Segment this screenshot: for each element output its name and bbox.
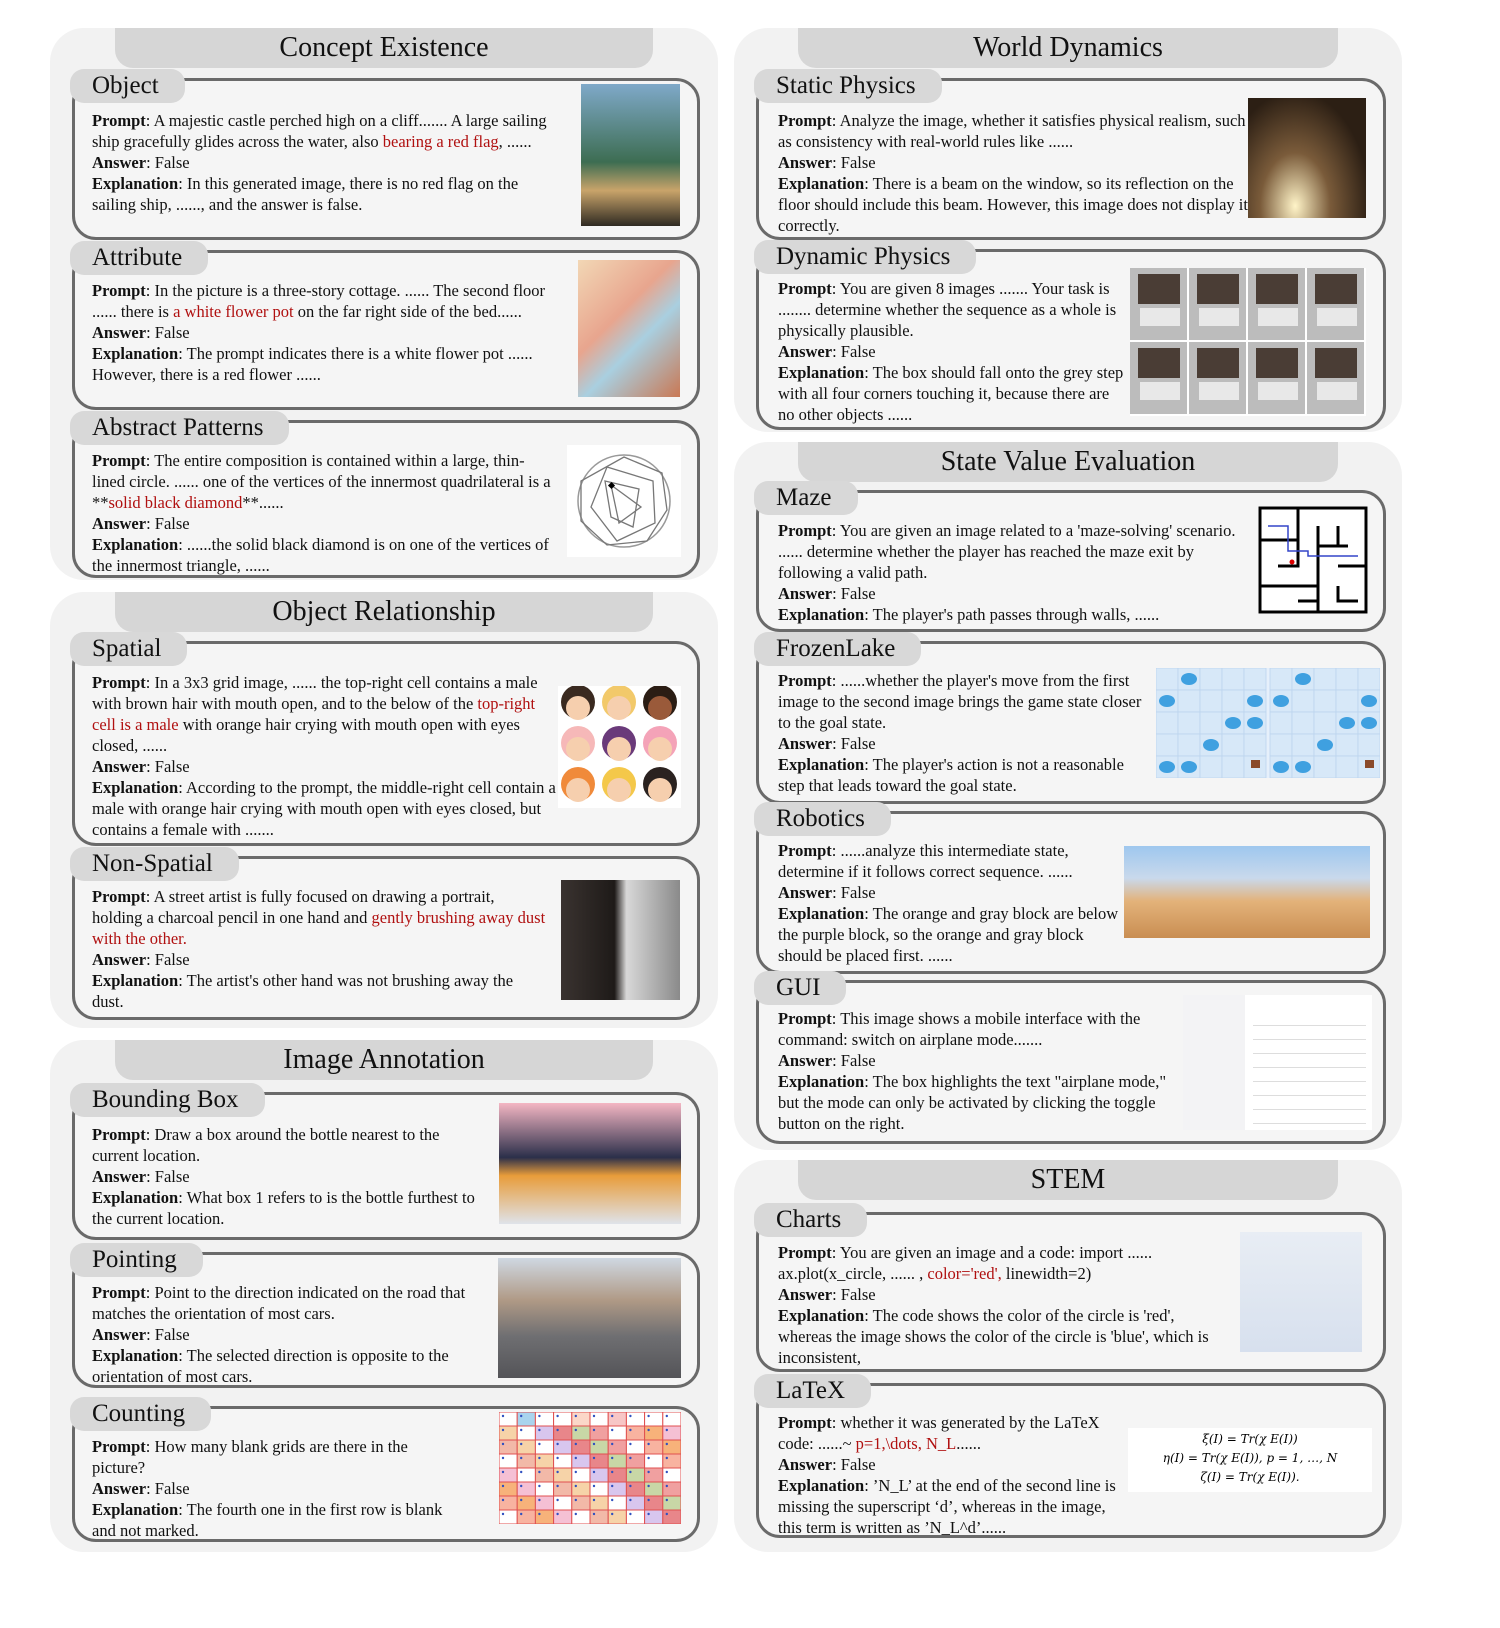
colon: :: [145, 1283, 155, 1302]
answer-label: Answer: [778, 584, 833, 603]
prompt-line: [92, 280, 562, 322]
prompt-line: [778, 840, 1123, 882]
colon: :: [178, 1346, 187, 1365]
street-photo-image: [498, 1258, 681, 1378]
maze-image: [1258, 506, 1368, 614]
prompt-label: Prompt: [778, 1243, 832, 1262]
colon: :: [178, 535, 187, 554]
answer-value: False: [840, 584, 876, 603]
prompt-line: [92, 886, 547, 949]
answer-label: Answer: [92, 1325, 147, 1344]
prompt-label: Prompt: [778, 279, 832, 298]
prompt-line: [778, 1412, 1133, 1454]
prompt-label: Prompt: [778, 1009, 832, 1028]
answer-line: [92, 756, 557, 777]
colon: :: [145, 281, 155, 300]
prompt-text: Analyze the image, whether it satisfies physical realism, such as consistency with real-world rules like ......: [778, 111, 1246, 151]
explanation-label: Explanation: [92, 174, 179, 193]
colon: :: [832, 153, 841, 172]
prompt-text: ......: [956, 1434, 981, 1453]
colon: :: [832, 1051, 841, 1070]
answer-line: [92, 949, 547, 970]
highlighted-text: solid black diamond: [108, 493, 243, 512]
prompt-text: This image shows a mobile interface with the command: switch on airplane mode.......: [778, 1009, 1141, 1049]
card-text: [92, 886, 547, 1012]
card-text: [92, 672, 557, 840]
colon: :: [832, 883, 841, 902]
answer-value: False: [840, 883, 876, 902]
card-text: [778, 1242, 1218, 1368]
answer-value: False: [154, 514, 190, 533]
card-text: [778, 110, 1248, 236]
prompt-label: Prompt: [92, 111, 146, 130]
answer-label: Answer: [778, 153, 833, 172]
answer-value: False: [154, 1167, 190, 1186]
explanation-text: What box 1 refers to is the bottle furthest to the current location.: [92, 1188, 475, 1228]
section-title: STEM: [798, 1160, 1338, 1200]
explanation-label: Explanation: [778, 1476, 865, 1495]
card-label: Counting: [70, 1397, 211, 1431]
settings-row: [1253, 1085, 1366, 1096]
explanation-line: [778, 1071, 1178, 1134]
explanation-text: There is a beam on the window, so its reflection on the floor should include this beam. However, this image does not display it correctly.: [778, 174, 1248, 235]
prompt-text: How many blank grids are there in the picture?: [92, 1437, 408, 1477]
answer-label: Answer: [778, 1455, 833, 1474]
explanation-label: Explanation: [92, 971, 179, 990]
prompt-text: **......: [242, 493, 284, 512]
prompt-label: Prompt: [778, 521, 832, 540]
settings-row: [1253, 1015, 1366, 1026]
explanation-line: [92, 777, 557, 840]
colon: :: [831, 521, 840, 540]
answer-value: False: [840, 342, 876, 361]
answer-label: Answer: [778, 883, 833, 902]
explanation-text: In this generated image, there is no red flag on the sailing ship, ......, and the answer is false.: [92, 174, 519, 214]
card-text: [778, 520, 1248, 625]
answer-label: Answer: [92, 757, 147, 776]
section-title: State Value Evaluation: [798, 442, 1338, 482]
cottage-cutaway-image: [578, 260, 680, 397]
colon: :: [832, 584, 841, 603]
latex-line: ζ(I) = Tr(χ E(I)).: [1200, 1470, 1300, 1484]
explanation-text: The artist's other hand was not brushing away the dust.: [92, 971, 514, 1011]
card-label: Attribute: [70, 241, 208, 275]
colon: :: [864, 904, 873, 923]
colon: :: [178, 971, 187, 990]
answer-line: [778, 1284, 1218, 1305]
explanation-text: ’N_L’ at the end of the second line is missing the superscript ‘d’, whereas in the image, this term is written as ’N_L^d’......: [778, 1476, 1116, 1537]
explanation-label: Explanation: [778, 363, 865, 382]
prompt-text: You are given an image and a code: import ...... ax.plot(x_circle, ...... ,: [778, 1243, 1153, 1283]
settings-row: [1253, 1029, 1366, 1040]
explanation-line: [778, 1475, 1133, 1538]
answer-line: [778, 1454, 1133, 1475]
colon: :: [831, 1413, 841, 1432]
colon: :: [864, 755, 873, 774]
3d-chart-image: [1240, 1232, 1362, 1352]
answer-value: False: [840, 734, 876, 753]
prompt-line: [92, 110, 562, 152]
answer-value: False: [840, 153, 876, 172]
answer-line: [778, 1050, 1178, 1071]
explanation-text: The fourth one in the first row is blank and not marked.: [92, 1500, 443, 1540]
table-bottles-image: [499, 1103, 681, 1224]
explanation-label: Explanation: [778, 1306, 865, 1325]
explanation-label: Explanation: [92, 778, 179, 797]
colon: :: [145, 1437, 155, 1456]
answer-label: Answer: [778, 1285, 833, 1304]
explanation-label: Explanation: [92, 344, 179, 363]
colon: :: [864, 363, 873, 382]
card-label: Pointing: [70, 1243, 203, 1277]
settings-row: [1253, 1113, 1366, 1124]
latex-line: ξ(I) = Tr(χ E(I)): [1202, 1432, 1298, 1446]
prompt-text: ......analyze this intermediate state, determine if it follows correct sequence. ......: [778, 841, 1073, 881]
card-label: GUI: [754, 971, 846, 1005]
colon: :: [831, 1009, 841, 1028]
explanation-line: [92, 1345, 477, 1387]
settings-row: [1253, 1099, 1366, 1110]
colon: :: [831, 1243, 840, 1262]
answer-line: [778, 583, 1248, 604]
answer-line: [92, 1166, 477, 1187]
colon: :: [831, 841, 841, 860]
colon: :: [146, 323, 155, 342]
card-label: Static Physics: [754, 69, 942, 103]
explanation-line: [778, 754, 1153, 796]
explanation-text: The player's path passes through walls, ......: [872, 605, 1160, 624]
card-text: [778, 278, 1128, 425]
prompt-text: Draw a box around the bottle nearest to the current location.: [92, 1125, 440, 1165]
prompt-label: Prompt: [778, 671, 832, 690]
colon: :: [864, 605, 873, 624]
colon: :: [864, 174, 873, 193]
robot-blocks-image: [1124, 846, 1370, 938]
card-text: [778, 1412, 1133, 1538]
prompt-label: Prompt: [778, 111, 832, 130]
explanation-label: Explanation: [778, 1072, 865, 1091]
prompt-text: ......whether the player's move from the first image to the second image brings the game state closer to the goal state.: [778, 671, 1142, 732]
explanation-label: Explanation: [778, 605, 865, 624]
card-label: Bounding Box: [70, 1083, 265, 1117]
colon: :: [864, 1306, 873, 1325]
highlighted-text: bearing a red flag: [382, 132, 499, 151]
colon: :: [145, 451, 155, 470]
explanation-line: [92, 173, 562, 215]
explanation-text: The selected direction is opposite to the orientation of most cars.: [92, 1346, 449, 1386]
explanation-text: The box highlights the text "airplane mode," but the mode can only be activated by clicking the toggle button on the right.: [778, 1072, 1167, 1133]
answer-label: Answer: [92, 153, 147, 172]
castle-painting-image: [581, 84, 680, 226]
card-label: Charts: [754, 1203, 867, 1237]
card-text: [92, 1282, 477, 1387]
answer-line: [778, 882, 1123, 903]
answer-line: [92, 513, 552, 534]
answer-label: Answer: [92, 323, 147, 342]
explanation-line: [92, 1187, 477, 1229]
settings-row: [1253, 1043, 1366, 1054]
highlighted-text: gently brushing away dust with the other.: [92, 908, 546, 948]
latex-line: η(I) = Tr(χ E(I)), p = 1, …, N: [1162, 1451, 1338, 1465]
card-text: [778, 1008, 1178, 1134]
prompt-label: Prompt: [92, 1283, 146, 1302]
card-text: [778, 670, 1153, 796]
explanation-line: [92, 343, 562, 385]
section-title: Object Relationship: [115, 592, 653, 632]
colon: :: [146, 153, 155, 172]
explanation-label: Explanation: [92, 1188, 179, 1207]
colon: :: [145, 111, 154, 130]
answer-label: Answer: [92, 950, 147, 969]
answer-label: Answer: [778, 342, 833, 361]
card-label: Dynamic Physics: [754, 240, 976, 274]
section-title: World Dynamics: [798, 28, 1338, 68]
card-label: Abstract Patterns: [70, 411, 289, 445]
explanation-label: Explanation: [778, 755, 865, 774]
explanation-line: [92, 970, 547, 1012]
card-text: [92, 1436, 452, 1541]
answer-value: False: [154, 1325, 190, 1344]
card-text: [92, 280, 562, 385]
prompt-label: Prompt: [92, 1125, 146, 1144]
prompt-text: linewidth=2): [1001, 1264, 1092, 1283]
prompt-label: Prompt: [778, 841, 832, 860]
frozenlake-image: [1156, 668, 1380, 778]
colon: :: [146, 950, 155, 969]
face-grid-image: [558, 686, 681, 808]
explanation-line: [778, 604, 1248, 625]
answer-value: False: [154, 1479, 190, 1498]
prompt-text: In a 3x3 grid image, ...... the top-right cell contains a male with brown hair with mouth open, and to the below of the: [92, 673, 538, 713]
colon: :: [145, 887, 154, 906]
street-artist-image: [561, 880, 680, 1000]
color-grid-image: [499, 1412, 681, 1524]
prompt-line: [778, 110, 1248, 152]
colon: :: [831, 671, 841, 690]
answer-label: Answer: [778, 734, 833, 753]
colon: :: [146, 514, 155, 533]
answer-label: Answer: [92, 1167, 147, 1186]
settings-screen-image: [1183, 995, 1372, 1130]
prompt-text: on the far right side of the bed......: [293, 302, 522, 321]
prompt-line: [92, 1124, 477, 1166]
prompt-line: [778, 1008, 1178, 1050]
answer-line: [92, 1478, 452, 1499]
highlighted-text: a white flower pot: [173, 302, 294, 321]
answer-line: [92, 322, 562, 343]
colon: :: [146, 1479, 155, 1498]
card-label: Object: [70, 69, 185, 103]
section-title: Concept Existence: [115, 28, 653, 68]
settings-sidebar: [1183, 995, 1245, 1130]
card-label: Spatial: [70, 632, 187, 666]
explanation-line: [778, 173, 1248, 236]
colon: :: [178, 344, 187, 363]
explanation-label: Explanation: [778, 904, 865, 923]
answer-value: False: [154, 757, 190, 776]
colon: :: [832, 1455, 841, 1474]
nested-polygons-image: [567, 445, 681, 557]
latex-equations-image: [1128, 1428, 1372, 1492]
prompt-text: In the picture is a three-story cottage. ...... The second floor ...... there is: [92, 281, 546, 321]
prompt-text: whether it was generated by the LaTeX code: ......~: [778, 1413, 1100, 1453]
answer-value: False: [154, 950, 190, 969]
prompt-label: Prompt: [92, 451, 146, 470]
card-label: FrozenLake: [754, 632, 921, 666]
answer-value: False: [840, 1051, 876, 1070]
card-label: Non-Spatial: [70, 847, 239, 881]
prompt-text: A majestic castle perched high on a cliff....... A large sailing ship gracefully glides across the water, also: [92, 111, 547, 151]
answer-label: Answer: [778, 1051, 833, 1070]
card-label: Robotics: [754, 802, 891, 836]
colon: :: [864, 1072, 873, 1091]
prompt-text: You are given 8 images ....... Your task is ........ determine whether the sequence as a whole is physically plausible.: [778, 279, 1117, 340]
highlighted-text: p=1,\dots, N_L: [855, 1434, 957, 1453]
explanation-label: Explanation: [778, 174, 865, 193]
colon: :: [145, 673, 155, 692]
card-label: Maze: [754, 481, 858, 515]
explanation-line: [778, 362, 1128, 425]
answer-line: [92, 1324, 477, 1345]
card-text: [92, 1124, 477, 1229]
answer-line: [778, 152, 1248, 173]
explanation-text: ......the solid black diamond is on one of the vertices of the innermost triangle, ......: [92, 535, 549, 575]
colon: :: [178, 1188, 187, 1207]
explanation-line: [92, 1499, 452, 1541]
prompt-line: [778, 278, 1128, 341]
answer-line: [92, 152, 562, 173]
prompt-line: [778, 520, 1248, 583]
explanation-label: Explanation: [92, 535, 179, 554]
explanation-label: Explanation: [92, 1346, 179, 1365]
colon: :: [146, 1325, 155, 1344]
explanation-line: [778, 1305, 1218, 1368]
colon: :: [146, 757, 155, 776]
settings-row: [1253, 1071, 1366, 1082]
prompt-label: Prompt: [92, 887, 146, 906]
prompt-line: [92, 1282, 477, 1324]
answer-label: Answer: [92, 514, 147, 533]
prompt-line: [92, 672, 557, 756]
colon: :: [178, 778, 187, 797]
colon: :: [831, 111, 840, 130]
answer-value: False: [840, 1285, 876, 1304]
highlighted-text: top-right cell is a male: [92, 694, 536, 734]
colon: :: [832, 342, 841, 361]
colon: :: [146, 1167, 155, 1186]
highlighted-text: color='red',: [927, 1264, 1002, 1283]
prompt-label: Prompt: [92, 281, 146, 300]
settings-row: [1253, 1057, 1366, 1068]
answer-line: [778, 733, 1153, 754]
colon: :: [178, 1500, 187, 1519]
colon: :: [145, 1125, 155, 1144]
card-text: [778, 840, 1123, 966]
prompt-label: Prompt: [92, 673, 146, 692]
explanation-text: The box should fall onto the grey step with all four corners touching it, because there are no other objects ......: [778, 363, 1124, 424]
colon: :: [832, 1285, 841, 1304]
answer-value: False: [154, 323, 190, 342]
prompt-text: , ......: [498, 132, 532, 151]
answer-label: Answer: [92, 1479, 147, 1498]
colon: :: [864, 1476, 873, 1495]
prompt-text: Point to the direction indicated on the road that matches the orientation of most cars.: [92, 1283, 466, 1323]
answer-value: False: [840, 1455, 876, 1474]
prompt-label: Prompt: [92, 1437, 146, 1456]
prompt-text: The entire composition is contained within a large, thin-lined circle. ...... one of the vertices of the innermost quadrilateral is a **: [92, 451, 551, 512]
bookshelf-room-image: [1248, 98, 1366, 218]
answer-value: False: [154, 153, 190, 172]
explanation-text: The prompt indicates there is a white flower pot ...... However, there is a red flower ......: [92, 344, 533, 384]
prompt-label: Prompt: [778, 1413, 832, 1432]
explanation-label: Explanation: [92, 1500, 179, 1519]
prompt-text: You are given an image related to a 'maze-solving' scenario. ...... determine whether the player has reached the maze exit by following a valid path.: [778, 521, 1236, 582]
explanation-text: The player's action is not a reasonable step that leads toward the goal state.: [778, 755, 1124, 795]
card-text: [92, 110, 562, 215]
prompt-line: [778, 1242, 1218, 1284]
answer-line: [778, 341, 1128, 362]
colon: :: [178, 174, 187, 193]
colon: :: [831, 279, 840, 298]
explanation-text: The orange and gray block are below the purple block, so the orange and gray block should be placed first. ......: [778, 904, 1119, 965]
prompt-text: with orange hair crying with mouth open with eyes closed, ......: [92, 715, 520, 755]
prompt-line: [92, 1436, 452, 1478]
card-text: [92, 450, 552, 576]
prompt-line: [92, 450, 552, 513]
explanation-text: The code shows the color of the circle is 'red', whereas the image shows the color of the circle is 'blue', which is inconsistent,: [778, 1306, 1209, 1367]
explanation-text: According to the prompt, the middle-right cell contain a male with orange hair crying with mouth open with eyes closed, but contains a female with .......: [92, 778, 556, 839]
section-title: Image Annotation: [115, 1040, 653, 1080]
explanation-line: [92, 534, 552, 576]
explanation-line: [778, 903, 1123, 966]
card-label: LaTeX: [754, 1374, 871, 1408]
prompt-line: [778, 670, 1153, 733]
colon: :: [832, 734, 841, 753]
box-sequence-image: [1130, 268, 1366, 416]
prompt-text: A street artist is fully focused on drawing a portrait, holding a charcoal pencil in one hand and: [92, 887, 495, 927]
